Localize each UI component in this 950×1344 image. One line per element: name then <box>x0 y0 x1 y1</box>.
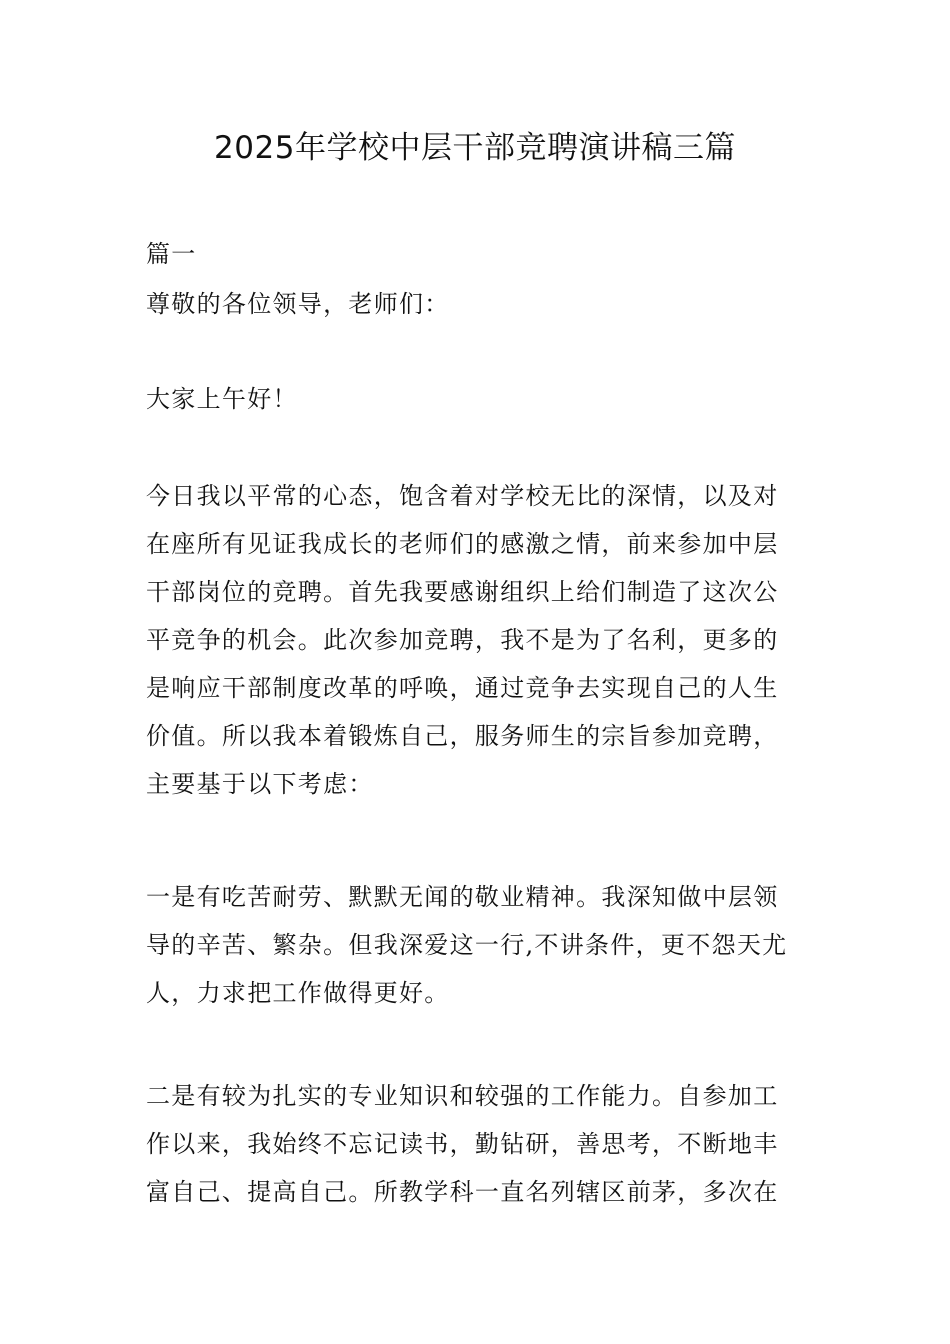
salutation <box>146 280 810 328</box>
paragraph-line: 人，力求把工作做得更好。 <box>146 979 450 1007</box>
paragraph-line: 富自己、提高自己。所教学科一直名列辖区前茅，多次在 <box>146 1178 779 1206</box>
salutation-text: 尊敬的各位领导，老师们： <box>146 290 450 318</box>
greeting-text: 大家上午好！ <box>146 385 298 413</box>
paragraph-1 <box>146 472 810 808</box>
section-label <box>146 230 810 278</box>
greeting <box>146 375 810 423</box>
paragraph-line: 价值。所以我本着锻炼自己，服务师生的宗旨参加竞聘， <box>146 722 779 750</box>
paragraph-2 <box>146 873 810 1017</box>
paragraph-line: 干部岗位的竞聘。首先我要感谢组织上给们制造了这次公 <box>146 578 779 606</box>
paragraph-line: 一是有吃苦耐劳、默默无闻的敬业精神。我深知做中层领 <box>146 883 779 911</box>
paragraph-line: 作以来，我始终不忘记读书，勤钻研，善思考，不断地丰 <box>146 1130 779 1158</box>
paragraph-line: 今日我以平常的心态，饱含着对学校无比的深情，以及对 <box>146 482 779 510</box>
section-label-text: 篇一 <box>146 240 197 268</box>
paragraph-line: 在座所有见证我成长的老师们的感激之情，前来参加中层 <box>146 530 779 558</box>
paragraph-line: 二是有较为扎实的专业知识和较强的工作能力。自参加工 <box>146 1082 779 1110</box>
paragraph-line: 平竞争的机会。此次参加竞聘，我不是为了名利，更多的 <box>146 626 779 654</box>
document-title: 2025年学校中层干部竞聘演讲稿三篇 <box>214 130 736 166</box>
paragraph-line: 是响应干部制度改革的呼唤，通过竞争去实现自己的人生 <box>146 674 779 702</box>
paragraph-line: 导的辛苦、繁杂。但我深爱这一行,不讲条件，更不怨天尤 <box>146 931 788 959</box>
paragraph-line: 主要基于以下考虑： <box>146 770 374 798</box>
paragraph-3 <box>146 1072 810 1216</box>
